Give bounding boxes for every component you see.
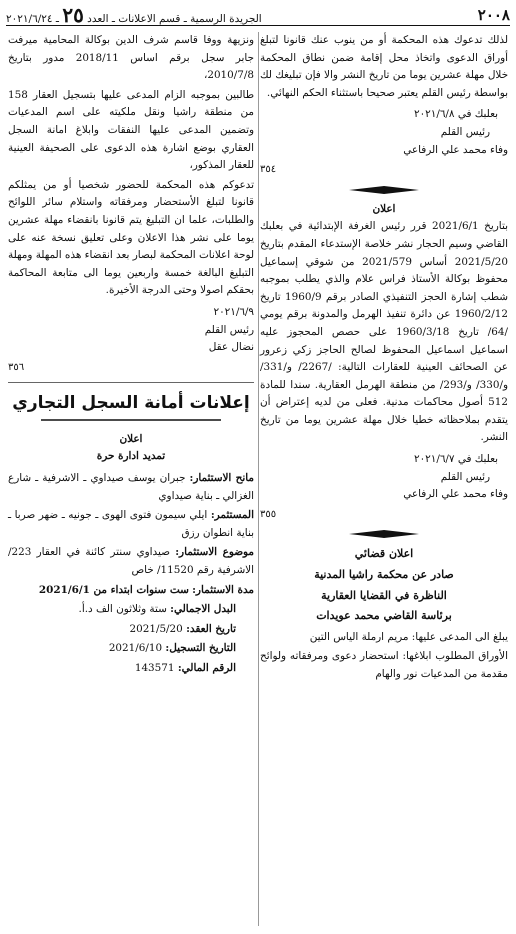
section-rule	[8, 382, 254, 383]
field-value: ست سنوات ابتداء من 2021/6/1	[38, 583, 189, 596]
signature-date: بعلبك في ٢٠٢١/٦/٧	[414, 453, 498, 466]
signature-block	[260, 106, 508, 159]
field-value: ايلي سيمون فتوى الهوى ـ جونيه ـ ضهر صربا ـ بناية انطوان رزق	[8, 509, 254, 539]
paragraph: تدعوكم هذه المحكمة للحضور شخصيا أو من يمثلكم قانونا لتبلغ الأستحضار ومرفقاته واستلام سائر اللوائح والطلبات، علما ان التبليغ يتم قانونا بانقضاء مهلة عشرين يوما على نشر هذا الاعلان وعلى تعليق نسخة عنه على لوحة اعلانات المحكمة لبصار بعد انقضاء هذه المهلة ومهلة التبليغ البالغة خمسة واربعين يوما الى متابعة المحاكمة بحقكم اصولا وحتى الدرجة الأخيرة.	[8, 178, 254, 297]
field-label: تاريخ العقد:	[186, 622, 236, 635]
paragraph: طالبين بموجبه الزام المدعى عليها بتسجيل العقار 158 من منطقة راشيا ونقل ملكيته على اسم المدعيات وتضمين المدعى عليها النفقات وابلاغ امانة السجل العقاري بوضع اشارة هذه الدعوى على الصحيفة العينية للعقار المذكور،	[8, 88, 254, 172]
field-value: 2021/6/10	[108, 642, 163, 655]
column-divider	[258, 32, 259, 926]
paragraph: بتاريخ 2021/6/1 قرر رئيس الغرفة الإبتدائية في بعلبك القاضي وسيم الحجار نشر خلاصة الإستدعاء المقدم بتاريخ 2021/5/20 أساس 2021/579 من شوقي إسماعيل محفوظ بوكالة الأستاذ فراس علام والذي يطلب بموجبه شطب إشارة الحجز التنفيذي الصادر برقم 1960/9 تاريخ 1960/2/12 عن دائرة تنفيذ الهرمل والمدونة برقم يومي /64/ تاريخ 1960/3/18 على حصص المحجوز عليه اسماعيل اسماعيل المحفوظ لصالح الحاجز زكي زعرور عن الصحائف العينية للعقارات التالية: /2267/ و/331/ و/330/ و/293/ من منطقة الهرمل العقارية. سندا للمادة 512 أصول محاكمات مدنية. فعلى من لديه إعتراض أن يتقدم بملاحظاته خطيا خلال مهلة عشرين يوما من تاريخ النشر.	[260, 220, 509, 444]
issue-number: ٢٥	[62, 2, 84, 27]
paragraph: ونزيهة ووفا قاسم شرف الدين بوكالة المحامية ميرفت جابر سجل برقم اساس 2018/11 مدور بتاريخ 2010/7/8،	[8, 34, 254, 82]
notice-number: ٣٥٥	[260, 508, 277, 520]
field-label: الرقم المالي:	[177, 662, 236, 674]
signature-role: رئيس القلم	[204, 323, 254, 336]
signature-block	[260, 451, 508, 504]
notice-heading-line: الناظرة في القضايا العقارية	[321, 588, 447, 602]
field-value: صيداوي سنتر كائنة في العقار 223/ الاشرفية رقم 11520/ خاص	[8, 546, 254, 577]
right-column	[260, 32, 508, 686]
paragraph: الأوراق المطلوب ابلاغها: استحضار دعوى ومرفقاته ولوائح مقدمة من المدعيات نور والهام	[260, 650, 508, 680]
field-grantor	[8, 470, 254, 505]
field-registration-date	[8, 640, 236, 658]
ornament-divider	[349, 529, 419, 539]
notice-heading-line: برئاسة القاضي محمد عويدات	[316, 609, 452, 623]
field-serial-number	[8, 660, 236, 678]
signature-name: وفاء محمد علي الرفاعي	[403, 143, 508, 156]
field-total	[8, 601, 236, 619]
field-label: مدة الاستثمار:	[192, 583, 254, 596]
notice-number: ٣٥٦	[8, 361, 25, 373]
notice-subtitle: تمديد ادارة حرة	[96, 450, 166, 463]
field-contract-date	[8, 621, 236, 639]
field-value: 2021/5/20	[129, 622, 183, 635]
field-duration	[8, 582, 254, 600]
signature-date: ٢٠٢١/٦/٩	[213, 305, 254, 318]
field-investor	[8, 507, 254, 542]
header-info: الجريدة الرسمية ـ قسم الاعلانات ـ العدد ٢٥ ـ ٢٠٢١/٦/٢٤	[6, 2, 262, 27]
issue-date: ٢٠٢١/٦/٢٤	[6, 12, 53, 25]
signature-role: رئيس القلم	[440, 125, 490, 138]
section-title: إعلانات أمانة السجل التجاري	[12, 393, 250, 414]
publication-name: الجريدة الرسمية ـ قسم الاعلانات ـ العدد	[87, 12, 262, 25]
signature-date: بعلبك في ٢٠٢١/٦/٨	[414, 108, 498, 121]
signature-role: رئيس القلم	[440, 470, 490, 483]
field-label: مانح الاستثمار:	[189, 472, 255, 485]
field-label: موضوع الاستثمار:	[175, 546, 254, 559]
field-value: ستة وثلاثون الف د.أ.	[78, 603, 167, 616]
left-column	[8, 32, 254, 680]
title-underline	[41, 417, 221, 423]
notice-title: اعلان	[372, 202, 396, 215]
signature-name: نضال عقل	[208, 341, 254, 354]
field-label: المستثمر:	[210, 509, 254, 522]
page-header	[6, 4, 510, 26]
page-number: ٢٠٠٨	[477, 5, 510, 24]
field-label: البدل الاجمالي:	[170, 603, 236, 616]
signature-block	[8, 304, 254, 357]
ornament-divider	[349, 185, 419, 195]
field-value: 143571	[134, 662, 175, 674]
paragraph: يبلغ الى المدعى عليها: مريم ارملة الياس التين	[309, 630, 508, 643]
notice-title: اعلان قضائي	[354, 547, 414, 561]
field-subject	[8, 544, 254, 579]
notice-title: اعلان	[119, 432, 143, 445]
signature-name: وفاء محمد علي الرفاعي	[403, 488, 508, 501]
paragraph: لذلك تدعوك هذه المحكمة أو من ينوب عنك قانونا لتبلغ أوراق الدعوى واتخاذ محل إقامة ضمن نطاق المحكمة خلال مهلة عشرين يوما من تاريخ النشر والا فإن تبليغك لك بواسطة رئيس القلم يعتبر صحيحا باستثناء الحكم النهائي.	[260, 34, 508, 99]
notice-number: ٣٥٤	[260, 164, 277, 176]
field-label: التاريخ التسجيل:	[165, 642, 236, 655]
notice-heading-line: صادر عن محكمة راشيا المدنية	[314, 568, 454, 582]
field-value: جبران يوسف صيداوي ـ الاشرفية ـ شارع الغزالي ـ بناية صيداوي	[8, 472, 254, 502]
financial-details	[8, 601, 254, 677]
